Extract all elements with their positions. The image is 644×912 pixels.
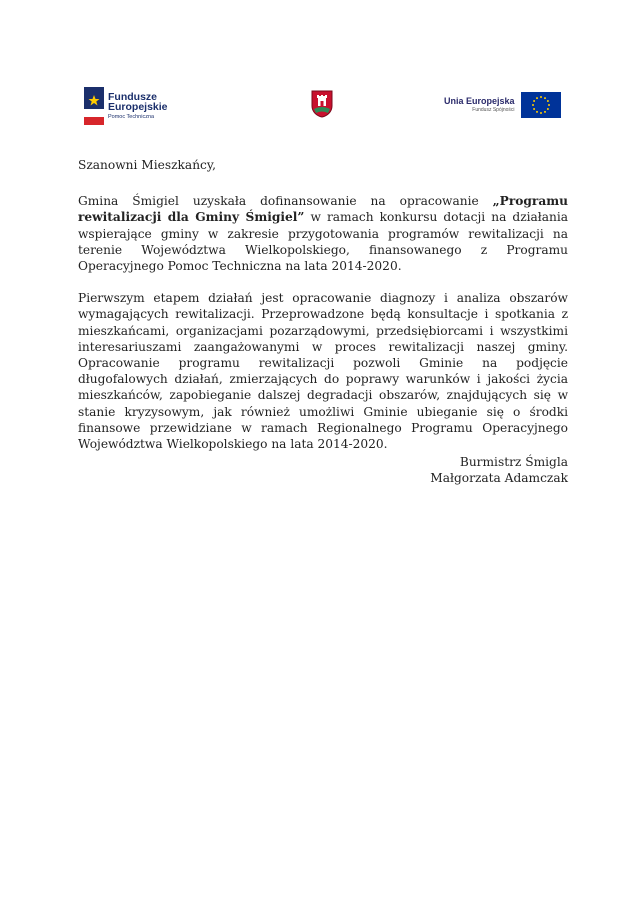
signature-block	[330, 454, 568, 486]
salutation: Szanowni Mieszkańcy,	[78, 158, 217, 172]
eu-logo-line1: Unia Europejska	[444, 96, 515, 106]
program-title: „Programu rewitalizacji dla Gminy Śmigiel”	[78, 194, 568, 225]
signature-name: Małgorzata Adamczak	[430, 471, 568, 486]
eu-logo-line2: Fundusz Spójności	[472, 107, 515, 113]
eu-flag-icon	[521, 92, 561, 118]
signature-title: Burmistrz Śmigla	[459, 455, 568, 469]
fe-logo-line2: Europejskie	[108, 101, 168, 114]
municipal-crest-icon	[311, 90, 333, 118]
paragraph-1-start: Gmina Śmigiel uzyskała dofinansowanie na opracowanie	[78, 194, 493, 209]
eu-logo	[444, 92, 561, 118]
paragraph-1	[78, 193, 568, 274]
fe-logo-line1: Fundusze	[108, 90, 157, 103]
fundusze-europejskie-logo	[84, 86, 168, 126]
paragraph-1-end: w ramach konkursu dotacji na działania wspierające gminy w zakresie przygotowania programów rewitalizacji na terenie Województwa Wielkopolskiego, finansowanego z Programu Operacyjnego Pomoc Techniczna na lata 2014-2020.	[78, 210, 569, 274]
paragraph-2: Pierwszym etapem działań jest opracowanie diagnozy i analiza obszarów wymagających rewitalizacji. Przeprowadzone będą konsultacje i spotkania z mieszkańcami, organizacjami pozarządowymi, przedsiębiorcami i wszystkimi interesariuszami zaangażowanymi w proces rewitalizacji naszej gminy. Opracowanie programu rewitalizacji pozwoli Gminie na podjęcie długofalowych działań, zmierzających do poprawy warunków i jakości życia mieszkańców, zapobieganie dalszej degradacji obszarów, znajdujących się w stanie kryzysowym, jak również umożliwi Gminie ubieganie się o środki finansowe przewidziane w ramach Regionalnego Programu Operacyjnego Województwa Wielkopolskiego na lata 2014-2020.	[78, 291, 568, 452]
fe-logo-line3: Pomoc Techniczna	[108, 113, 155, 120]
header-logos	[0, 0, 644, 140]
letter-body	[78, 157, 568, 468]
fe-flag-icon	[84, 87, 104, 125]
